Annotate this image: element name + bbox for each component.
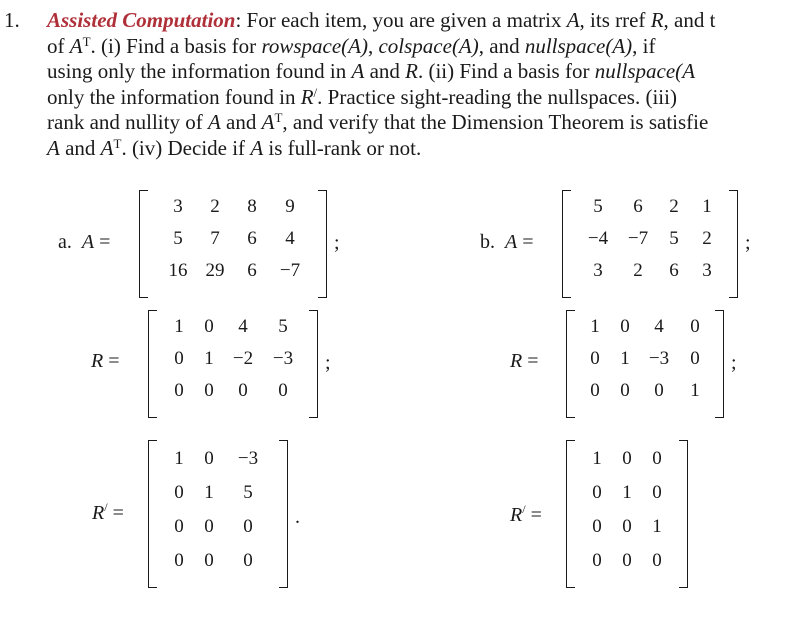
math-var: A: [250, 135, 264, 160]
matrix-entry: 0: [278, 380, 288, 401]
text-line-2: [47, 34, 790, 60]
matrix-entries: [578, 196, 728, 282]
problem-number: 1.: [4, 8, 20, 32]
math-var: A: [682, 59, 696, 83]
matrix-entry: 6: [669, 260, 679, 281]
matrix-entry: 0: [590, 380, 600, 401]
math-expr: rowspace(A): [261, 33, 368, 58]
left-bracket: [139, 190, 148, 298]
matrix-entry: 7: [210, 228, 220, 249]
matrix-entry: 6: [247, 228, 257, 249]
part-b-label: b.: [480, 231, 495, 253]
matrix-entry: 4: [654, 316, 664, 337]
matrix-entry: 0: [654, 380, 664, 401]
matrix-entry: 6: [247, 260, 257, 281]
math-expr: nullspace(: [594, 59, 683, 83]
prime-sup: /: [313, 84, 318, 100]
math-expr: nullspace(A): [524, 33, 633, 58]
equals-sign: =: [108, 350, 120, 372]
matrix-name: R: [91, 350, 104, 372]
matrix-entry: 0: [592, 482, 602, 503]
matrix-entries: [161, 196, 311, 282]
text-line-3: [47, 59, 790, 85]
matrix-entry: 2: [633, 260, 643, 281]
part-b-matrix-Rprime: [566, 440, 688, 588]
matrix-entry: 5: [173, 228, 183, 249]
matrix-entry: 0: [243, 550, 253, 571]
matrix-entry: 0: [690, 316, 700, 337]
matrix-entry: 0: [174, 516, 184, 537]
left-bracket: [562, 190, 571, 298]
matrix-entry: 1: [204, 482, 214, 503]
math-var: A: [351, 59, 365, 83]
matrix-entry: 0: [204, 316, 214, 337]
matrix-entry: 16: [168, 260, 188, 281]
matrix-entry: −7: [627, 228, 649, 249]
matrix-entry: 0: [622, 448, 632, 469]
matrix-entry: 1: [652, 516, 662, 537]
text-span: and: [364, 59, 406, 83]
matrix-entry: 0: [204, 448, 214, 469]
text-span: : For each item, you are given a matrix: [235, 8, 567, 32]
transpose-sup: T: [82, 33, 91, 49]
left-bracket: [566, 440, 575, 588]
matrix-entry: 0: [622, 550, 632, 571]
math-var: R: [650, 8, 664, 32]
text-span: and: [220, 110, 262, 134]
text-span: of: [47, 33, 70, 58]
matrix-entry: 0: [204, 380, 214, 401]
matrix-entry: 2: [669, 196, 679, 217]
text-line-1: [47, 8, 790, 34]
math-var: R: [300, 84, 314, 109]
text-span: , its rref: [579, 8, 651, 32]
matrix-name: R: [92, 502, 105, 524]
matrix-entry: 8: [247, 196, 257, 217]
math-expr: colspace(A): [378, 33, 479, 58]
part-a-A-label: [58, 231, 110, 254]
text-span: . (ii) Find a basis for: [417, 59, 595, 83]
matrix-name: R: [510, 350, 523, 372]
matrix-entry: 4: [285, 228, 295, 249]
matrix-entry: 0: [590, 348, 600, 369]
matrix-entry: 0: [174, 380, 184, 401]
text-span: is full-rank or not.: [263, 135, 422, 160]
matrix-entry: 0: [652, 482, 662, 503]
matrix-entry: 0: [592, 516, 602, 537]
matrix-entry: 1: [622, 482, 632, 503]
semicolon: ;: [334, 232, 340, 254]
text-span: . (iv) Decide if: [121, 135, 251, 160]
matrix-entry: 0: [620, 316, 630, 337]
matrix-entry: 0: [174, 482, 184, 503]
part-b-Rp-label: [510, 502, 542, 527]
text-span: and: [59, 135, 101, 160]
right-bracket: [715, 310, 724, 418]
semicolon: ;: [325, 352, 331, 374]
matrix-entry: 0: [652, 448, 662, 469]
matrix-entry: 6: [633, 196, 643, 217]
part-a-matrix-A: [139, 190, 327, 298]
left-bracket: [148, 310, 157, 418]
matrix-entry: 5: [243, 482, 253, 503]
matrix-entry: 1: [590, 316, 600, 337]
matrix-entry: 0: [243, 516, 253, 537]
text-span: , and verify that the Dimension Theorem is satisfie: [282, 110, 709, 134]
text-span: only the information found in: [47, 84, 301, 109]
matrix-entry: 0: [174, 550, 184, 571]
part-a-Rp-label: [92, 500, 124, 525]
matrix-entry: −3: [272, 348, 294, 369]
math-var: A: [100, 135, 114, 160]
part-a-label: a.: [58, 231, 72, 253]
matrix-entry: 9: [285, 196, 295, 217]
matrix-entry: 0: [620, 380, 630, 401]
text-span: , and: [478, 33, 525, 58]
matrix-entries: [164, 448, 272, 572]
matrix-entry: 1: [174, 448, 184, 469]
matrix-entry: 0: [690, 348, 700, 369]
equals-sign: =: [530, 504, 542, 526]
part-b-R-label: [510, 350, 539, 373]
text-span: rank and nullity of: [47, 110, 208, 134]
part-a-R-label: [91, 350, 120, 373]
period: .: [295, 506, 300, 528]
semicolon: ;: [745, 232, 751, 254]
text-line-6: [47, 136, 790, 162]
text-span: . Practice sight-reading the nullspaces. (iii): [317, 84, 677, 109]
text-span: ,: [367, 33, 379, 58]
matrix-name: A: [505, 231, 518, 253]
matrix-entry: 0: [652, 550, 662, 571]
matrix-entry: 0: [204, 516, 214, 537]
matrix-entry: 0: [592, 550, 602, 571]
matrix-entry: 3: [593, 260, 603, 281]
text-span: , and t: [663, 8, 716, 32]
matrix-entry: 1: [592, 448, 602, 469]
math-var: A: [69, 33, 83, 58]
matrix-entry: 5: [593, 196, 603, 217]
matrix-entry: −4: [587, 228, 609, 249]
text-line-5: [47, 110, 790, 136]
equals-sign: =: [527, 350, 539, 372]
matrix-entry: 5: [278, 316, 288, 337]
matrix-entry: −3: [237, 448, 259, 469]
matrix-entry: 1: [702, 196, 712, 217]
matrix-name: A: [81, 231, 95, 253]
part-a-matrix-R: [148, 310, 318, 418]
left-bracket: [148, 440, 157, 588]
matrix-entries: [582, 448, 672, 572]
matrix-entry: 1: [620, 348, 630, 369]
equals-sign: =: [522, 231, 534, 253]
matrix-entries: [580, 316, 712, 402]
equals-sign: =: [112, 502, 124, 524]
text-span: . (i) Find a basis for: [90, 33, 262, 58]
matrix-entry: 0: [204, 550, 214, 571]
math-var: R: [405, 59, 418, 83]
matrix-entry: 3: [173, 196, 183, 217]
right-bracket: [729, 190, 738, 298]
text-span: using only the information found in: [47, 59, 352, 83]
part-b-matrix-R: [566, 310, 724, 418]
math-var: A: [47, 135, 60, 160]
part-b-A-label: [480, 231, 534, 254]
semicolon: ;: [731, 352, 737, 374]
right-bracket: [309, 310, 318, 418]
part-b-matrix-A: [562, 190, 738, 298]
problem-title: Assisted Computation: [47, 8, 236, 32]
matrix-entry: −3: [648, 348, 670, 369]
matrix-entry: 5: [669, 228, 679, 249]
equals-sign: =: [99, 231, 111, 253]
matrix-entry: −2: [232, 348, 254, 369]
matrix-entry: 0: [622, 516, 632, 537]
matrix-entry: 0: [174, 348, 184, 369]
matrix-entry: 1: [690, 380, 700, 401]
math-var: A: [207, 110, 221, 134]
matrix-entry: 2: [702, 228, 712, 249]
text-span: , if: [632, 33, 656, 58]
right-bracket: [679, 440, 688, 588]
math-var: A: [261, 110, 275, 134]
matrix-entry: 2: [210, 196, 220, 217]
matrix-entry: 4: [238, 316, 248, 337]
matrix-entry: 1: [204, 348, 214, 369]
prime-sup: /: [522, 502, 526, 516]
prime-sup: /: [104, 500, 108, 514]
matrix-entries: [164, 316, 304, 402]
matrix-entry: 3: [702, 260, 712, 281]
transpose-sup: T: [274, 110, 283, 125]
left-bracket: [566, 310, 575, 418]
matrix-entry: 1: [174, 316, 184, 337]
text-line-4: [47, 85, 790, 111]
matrix-entry: 29: [205, 260, 225, 281]
problem-text: [47, 8, 790, 161]
right-bracket: [318, 190, 327, 298]
right-bracket: [279, 440, 288, 588]
matrix-name: R: [510, 504, 523, 526]
math-var: A: [566, 8, 580, 32]
matrix-entry: −7: [279, 260, 301, 281]
transpose-sup: T: [113, 135, 122, 151]
matrix-entry: 0: [238, 380, 248, 401]
part-a-matrix-Rprime: [148, 440, 288, 588]
